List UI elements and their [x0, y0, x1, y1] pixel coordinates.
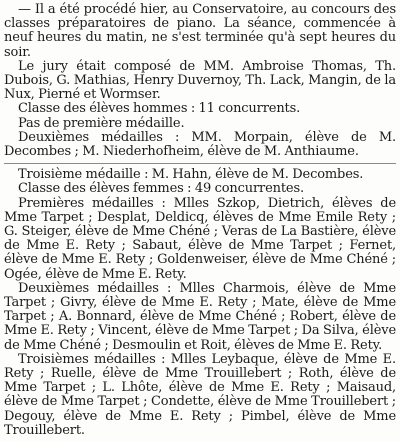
men-first-medal: Pas de première médaille. — [18, 115, 185, 131]
article-column — [4, 3, 396, 438]
men-third-medal: Troisième médaille : M. Hahn, élève de M. Decombes. — [18, 167, 364, 183]
women-second-medals: Deuxièmes médailles : Mlles Charmois, élève de Mme Tarpet ; Givry, élève de Mme E. Rety ; Mate, élève de Mme Tarpet ; A. Bonnard, élève de Mme Chéné ; Robert, élève de Mme E. Rety ; Vincent, élève de Mme Tarpet ; Da Silva, élève de Mme Chéné ; Desmoulin et Roit, élèves de Mme E. Rety. — [4, 280, 396, 353]
women-third-medals: Troisièmes médailles : Mlles Leybaque, élève de Mme E. Rety ; Ruelle, élève de Mme Trouillebert ; Roth, élève de Mme Tarpet ; L. Lhôte, élève de Mme E. Rety ; Maisaud, élève de Mme Tarpet ; Condette, élève de Mme Trouillebert ; Degouy, élève de Mme E. Rety ; Pimbel, élève de Mme Trouillebert. — [4, 351, 396, 438]
jury-paragraph: Le jury était composé de MM. Ambroise Thomas, Th. Dubois, G. Mathias, Henry Duvernoy, Th. Lack, Mangin, de la Nux, Pierné et Wormser. — [4, 58, 396, 103]
women-first-medals: Premières médailles : Mlles Szkop, Dietrich, élèves de Mme Tarpet ; Desplat, Deldicq, élèves de Mme Emile Rety ; G. Steiger, élève de Mme Chéné ; Veras de La Bastière, élève de Mme E. Rety ; Sabaut, élève de Mme Tarpet ; Fernet, élève de Mme E. Rety ; Goldenweiser, élève de Mme Chéné ; Ogée, élève de Mme E. Rety. — [4, 195, 396, 282]
men-second-medals: Deuxièmes médailles : MM. Morpain, élève de M. Decombes ; M. Niederhofheim, élève de M. Anthiaume. — [4, 129, 396, 160]
column-rule — [4, 163, 396, 164]
article-intro: — Il a été procédé hier, au Conservatoire, au concours des classes préparatoires de piano. La séance, commencée à neuf heures du matin, ne s'est terminée qu'à sept heures du soir. — [4, 2, 396, 60]
men-class-heading: Classe des élèves hommes : 11 concurrents. — [18, 101, 301, 117]
women-class-heading: Classe des élèves femmes : 49 concurrentes. — [18, 181, 304, 197]
